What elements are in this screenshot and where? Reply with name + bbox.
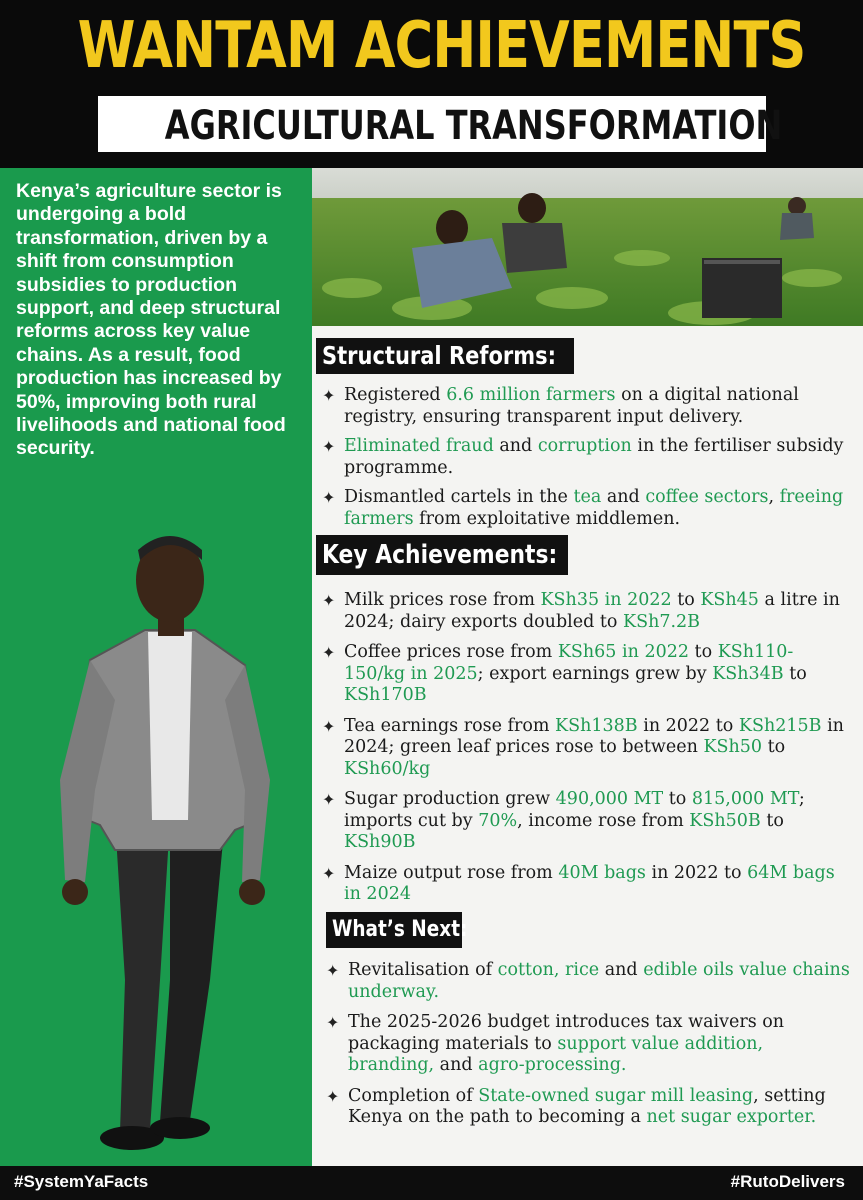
item-text: Tea earnings rose from: [344, 715, 556, 736]
item-text: ,: [768, 487, 780, 507]
four-point-star-icon: ✦: [326, 1086, 340, 1106]
whats-next-heading: What’s Next:: [326, 912, 462, 948]
list-item: [322, 863, 852, 906]
highlighted-text: KSh7.2B: [623, 611, 701, 632]
highlighted-text: 6.6 million farmers: [446, 385, 616, 405]
highlighted-text: edible oils value chains underway.: [348, 960, 850, 1002]
four-point-star-icon: ✦: [326, 1013, 340, 1032]
item-text: Completion of: [348, 1085, 479, 1106]
list-item: [322, 436, 852, 479]
highlighted-text: KSh215B: [738, 715, 822, 736]
list-item: [326, 1012, 852, 1077]
item-text: in 2024; green leaf prices rose to between: [344, 715, 844, 757]
footer-bar: [0, 1166, 863, 1200]
highlighted-text: KSh45: [700, 590, 759, 610]
highlighted-text: Eliminated fraud: [344, 436, 494, 456]
item-text: in 2022 to: [637, 715, 739, 736]
highlighted-text: State-owned sugar mill leasing: [478, 1085, 754, 1106]
highlighted-text: KSh34B: [712, 663, 784, 684]
item-text: a litre in 2024; dairy exports doubled to: [344, 590, 840, 632]
item-text: Sugar production grew: [344, 789, 556, 809]
highlighted-text: tea: [573, 487, 602, 507]
item-text: Registered: [344, 385, 447, 405]
list-item: [322, 590, 852, 633]
highlighted-text: KSh65 in 2022: [557, 642, 689, 662]
structural-reforms-heading: Structural Reforms:: [316, 338, 574, 374]
item-text: on a digital national registry, ensuring transparent input delivery.: [344, 385, 799, 427]
item-text: and: [493, 436, 538, 456]
four-point-star-icon: ✦: [322, 790, 336, 809]
highlighted-text: cotton, rice: [497, 960, 600, 980]
highlighted-text: coffee sectors: [645, 487, 769, 507]
highlighted-text: net sugar exporter.: [646, 1107, 817, 1127]
four-point-star-icon: ✦: [322, 488, 336, 507]
item-text: ; export earnings grew by: [477, 663, 713, 684]
hashtag-system-ya-facts[interactable]: #SystemYaFacts: [14, 1172, 149, 1191]
four-point-star-icon: ✦: [322, 386, 336, 405]
page-title: WANTAM ACHIEVEMENTS: [77, 9, 806, 83]
highlighted-text: 70%: [478, 810, 518, 831]
highlighted-text: agro-processing.: [478, 1055, 627, 1075]
item-text: to: [762, 737, 786, 757]
four-point-star-icon: ✦: [322, 643, 336, 662]
four-point-star-icon: ✦: [322, 591, 336, 610]
item-text: to: [671, 590, 701, 610]
item-text: and: [434, 1055, 479, 1075]
key-achievements-heading: Key Achievements:: [316, 535, 568, 575]
item-text: in the fertiliser subsidy programme.: [344, 436, 844, 478]
list-item: [322, 487, 852, 530]
highlighted-text: KSh110-150/kg in 2025: [344, 642, 794, 684]
farm-field-photo: [312, 168, 863, 326]
highlighted-text: 815,000 MT: [691, 789, 799, 809]
highlighted-text: KSh90B: [344, 832, 416, 852]
item-text: Maize output rose from: [344, 862, 559, 883]
list-item: [322, 385, 852, 428]
highlighted-text: KSh50: [703, 737, 763, 757]
highlighted-text: support value addition, branding,: [348, 1033, 764, 1075]
hashtag-ruto-delivers[interactable]: #RutoDelivers: [730, 1172, 845, 1191]
highlighted-text: 64M bags in 2024: [344, 862, 835, 904]
page-subtitle: AGRICULTURAL TRANSFORMATION: [164, 103, 783, 149]
item-text: Milk prices rose from: [344, 590, 541, 610]
highlighted-text: freeing farmers: [344, 487, 844, 529]
four-point-star-icon: ✦: [326, 961, 340, 980]
item-text: to: [663, 789, 692, 809]
highlighted-text: KSh170B: [344, 685, 427, 705]
item-text: to: [783, 663, 807, 684]
highlighted-text: corruption: [537, 436, 632, 456]
item-text: , income rose from: [517, 810, 690, 831]
item-text: , setting Kenya on the path to becoming a: [348, 1085, 826, 1127]
list-item: [322, 789, 852, 854]
highlighted-text: KSh60/kg: [344, 758, 431, 779]
header-banner: [0, 0, 863, 168]
item-text: and: [599, 960, 644, 980]
list-item: [322, 716, 852, 781]
item-text: Revitalisation of: [348, 960, 498, 980]
list-item: [326, 1086, 852, 1129]
item-text: to: [760, 810, 784, 831]
item-text: Dismantled cartels in the: [344, 487, 574, 507]
portrait-illustration: [20, 520, 300, 1166]
item-text: from exploitative middlemen.: [413, 508, 681, 529]
list-item: [322, 642, 852, 707]
whats-next-list: [326, 960, 852, 1138]
highlighted-text: 490,000 MT: [555, 789, 664, 809]
item-text: Coffee prices rose from: [344, 642, 558, 662]
key-achievements-list: [322, 590, 852, 915]
item-text: The 2025-2026 budget introduces tax waivers on packaging materials to: [348, 1012, 785, 1054]
item-text: ; imports cut by: [344, 789, 805, 831]
structural-reforms-list: [322, 385, 852, 538]
item-text: in 2022 to: [645, 862, 748, 883]
four-point-star-icon: ✦: [322, 437, 336, 456]
item-text: and: [601, 487, 646, 507]
highlighted-text: 40M bags: [558, 862, 646, 883]
highlighted-text: KSh50B: [689, 810, 761, 831]
list-item: [326, 960, 852, 1003]
four-point-star-icon: ✦: [322, 716, 336, 736]
item-text: to: [688, 642, 718, 662]
intro-paragraph: Kenya’s agriculture sector is undergoing a bold transformation, driven by a shift from consumption subsidies to production support, and deep structural reforms across key value chains. As a result, food production has increased by 50%, improving both rural livelihoods and national food security.: [16, 180, 286, 460]
subtitle-banner: [98, 96, 783, 152]
highlighted-text: KSh138B: [555, 715, 638, 736]
highlighted-text: KSh35 in 2022: [540, 590, 672, 610]
four-point-star-icon: ✦: [322, 863, 336, 883]
